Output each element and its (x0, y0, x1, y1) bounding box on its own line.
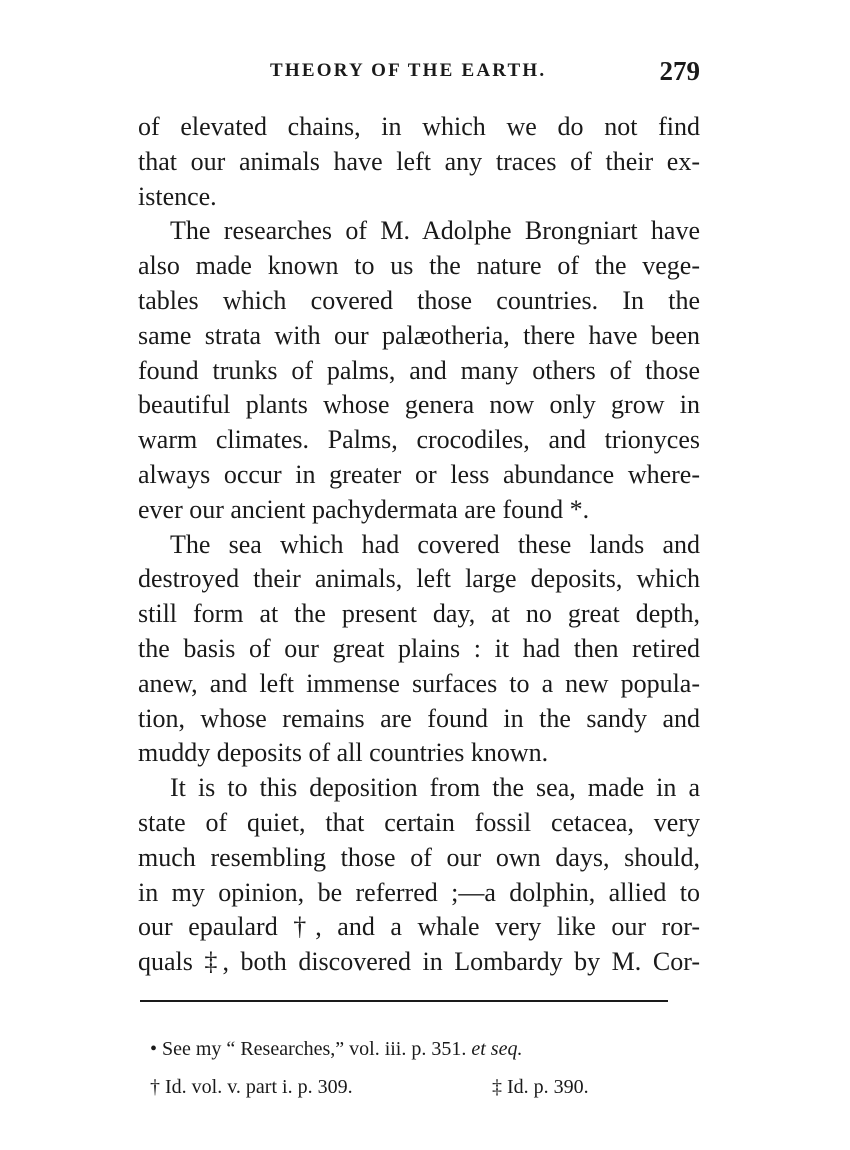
text-line: ever our ancient pachydermata are found *. (138, 494, 590, 524)
footnote-2-text: † Id. vol. v. part i. p. 309. (150, 1076, 353, 1098)
text-line: in my opinion, be referred ;—a dolphin, allied to (138, 877, 700, 907)
paragraph-start-line: It is to this deposition from the sea, made in a (170, 773, 700, 803)
text-line: state of quiet, that certain fossil cetacea, very (138, 807, 700, 837)
footnote-divider (140, 1000, 668, 1002)
text-line: istence. (138, 181, 217, 211)
text-line: tion, whose remains are found in the sandy and (138, 703, 700, 733)
text-line: muddy deposits of all countries known. (138, 738, 549, 768)
text-line: anew, and left immense surfaces to a new popula- (138, 668, 700, 698)
text-line: that our animals have left any traces of their ex- (138, 146, 700, 176)
text-line: same strata with our palæotheria, there have been (138, 320, 700, 350)
text-line: destroyed their animals, left large deposits, which (138, 564, 700, 594)
text-line: warm climates. Palms, crocodiles, and trionyces (138, 425, 700, 455)
text-line: the basis of our great plains : it had then retired (138, 633, 700, 663)
footnote-3-text: ‡ Id. p. 390. (492, 1076, 589, 1098)
text-line: still form at the present day, at no great depth, (138, 599, 700, 629)
paragraph-start-line: The researches of M. Adolphe Brongniart have (170, 216, 700, 246)
running-head (270, 56, 700, 90)
text-line: always occur in greater or less abundance where- (138, 459, 700, 489)
text-line: found trunks of palms, and many others of those (138, 355, 700, 385)
footnote-1-text: • See my “ Researches,” vol. iii. p. 351. (150, 1038, 472, 1060)
text-line: also made known to us the nature of the vege- (138, 251, 700, 281)
running-title: THEORY OF THE EARTH. (270, 60, 547, 81)
page-number: 279 (659, 56, 700, 86)
footnote-1-italic: et seq. (471, 1038, 523, 1060)
text-line: beautiful plants whose genera now only grow in (138, 390, 700, 420)
paragraph-start-line: The sea which had covered these lands and (170, 529, 700, 559)
footnote-row-2 (150, 1068, 670, 1106)
text-line: tables which covered those countries. In the (138, 285, 700, 315)
body-text (138, 110, 700, 980)
footnotes (150, 1030, 670, 1106)
text-line: our epaulard †, and a whale very like our ror- (138, 912, 700, 942)
text-line: of elevated chains, in which we do not find (138, 112, 700, 141)
text-line: much resembling those of our own days, should, (138, 842, 700, 872)
text-line: quals ‡, both discovered in Lombardy by M. Cor- (138, 947, 700, 977)
footnote-1 (150, 1030, 670, 1068)
